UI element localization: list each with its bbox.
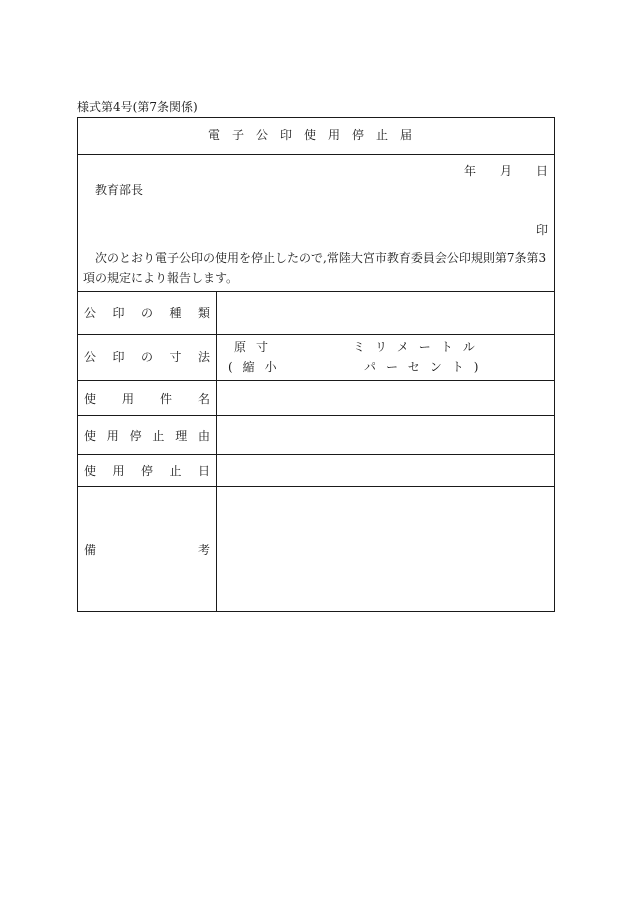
row-label-char: 用 (121, 392, 134, 406)
row-label-char: 使 (84, 429, 97, 443)
divider (78, 291, 554, 292)
row-label-char: 日 (197, 464, 210, 478)
dimension-percent: パーセント) (364, 360, 489, 374)
row-label-char: 停 (140, 464, 153, 478)
row-label-char: 止 (169, 464, 182, 478)
row-label-char: 名 (197, 392, 210, 406)
notification-form (77, 117, 555, 612)
row-label-stop-date (84, 464, 210, 478)
row-label-stop-reason (84, 429, 210, 443)
form-label: 様式第4号(第7条関係) (77, 100, 198, 114)
date-month: 月 (499, 164, 512, 178)
row-label-char: 公 (84, 350, 97, 364)
row-label-char: 件 (159, 392, 172, 406)
row-label-char: 由 (197, 429, 210, 443)
dimension-reduced: (縮小 (228, 360, 287, 374)
divider (78, 334, 554, 335)
row-label-char: 法 (197, 350, 210, 364)
date-day: 日 (535, 164, 548, 178)
date-line (440, 164, 548, 178)
row-label-seal-size (84, 350, 210, 364)
row-label-char: 使 (84, 392, 97, 406)
row-label-seal-type (84, 306, 210, 320)
row-label-usage-subject (84, 392, 210, 406)
row-label-char: の (140, 350, 153, 364)
body-text: 次のとおり電子公印の使用を停止したので,常陸大宮市教育委員会公印規則第7条第3項の規定により報告します。 (83, 251, 547, 285)
row-label-char: 停 (129, 429, 142, 443)
row-label-char: 印 (112, 350, 125, 364)
seal-mark: 印 (535, 223, 548, 237)
form-title: 電子公印使用停止届 (207, 128, 424, 142)
row-label-remarks (84, 543, 210, 557)
date-year: 年 (463, 164, 476, 178)
row-label-char: 備 (84, 543, 97, 557)
column-divider (216, 291, 217, 611)
row-label-char: 考 (197, 543, 210, 557)
row-label-char: 止 (152, 429, 165, 443)
row-label-char: 寸 (169, 350, 182, 364)
row-label-char: 使 (84, 464, 97, 478)
row-label-char: の (140, 306, 153, 320)
divider (78, 380, 554, 381)
row-label-char: 公 (84, 306, 97, 320)
divider (78, 454, 554, 455)
row-label-char: 理 (175, 429, 188, 443)
dimension-original: 原寸 (234, 340, 279, 354)
row-label-char: 用 (112, 464, 125, 478)
addressee: 教育部長 (95, 183, 144, 197)
divider (78, 154, 554, 155)
row-label-char: 種 (169, 306, 182, 320)
divider (78, 415, 554, 416)
dimension-millimeter: ミリメートル (353, 340, 485, 354)
row-label-char: 印 (112, 306, 125, 320)
row-label-char: 用 (106, 429, 119, 443)
row-label-char: 類 (197, 306, 210, 320)
divider (78, 486, 554, 487)
